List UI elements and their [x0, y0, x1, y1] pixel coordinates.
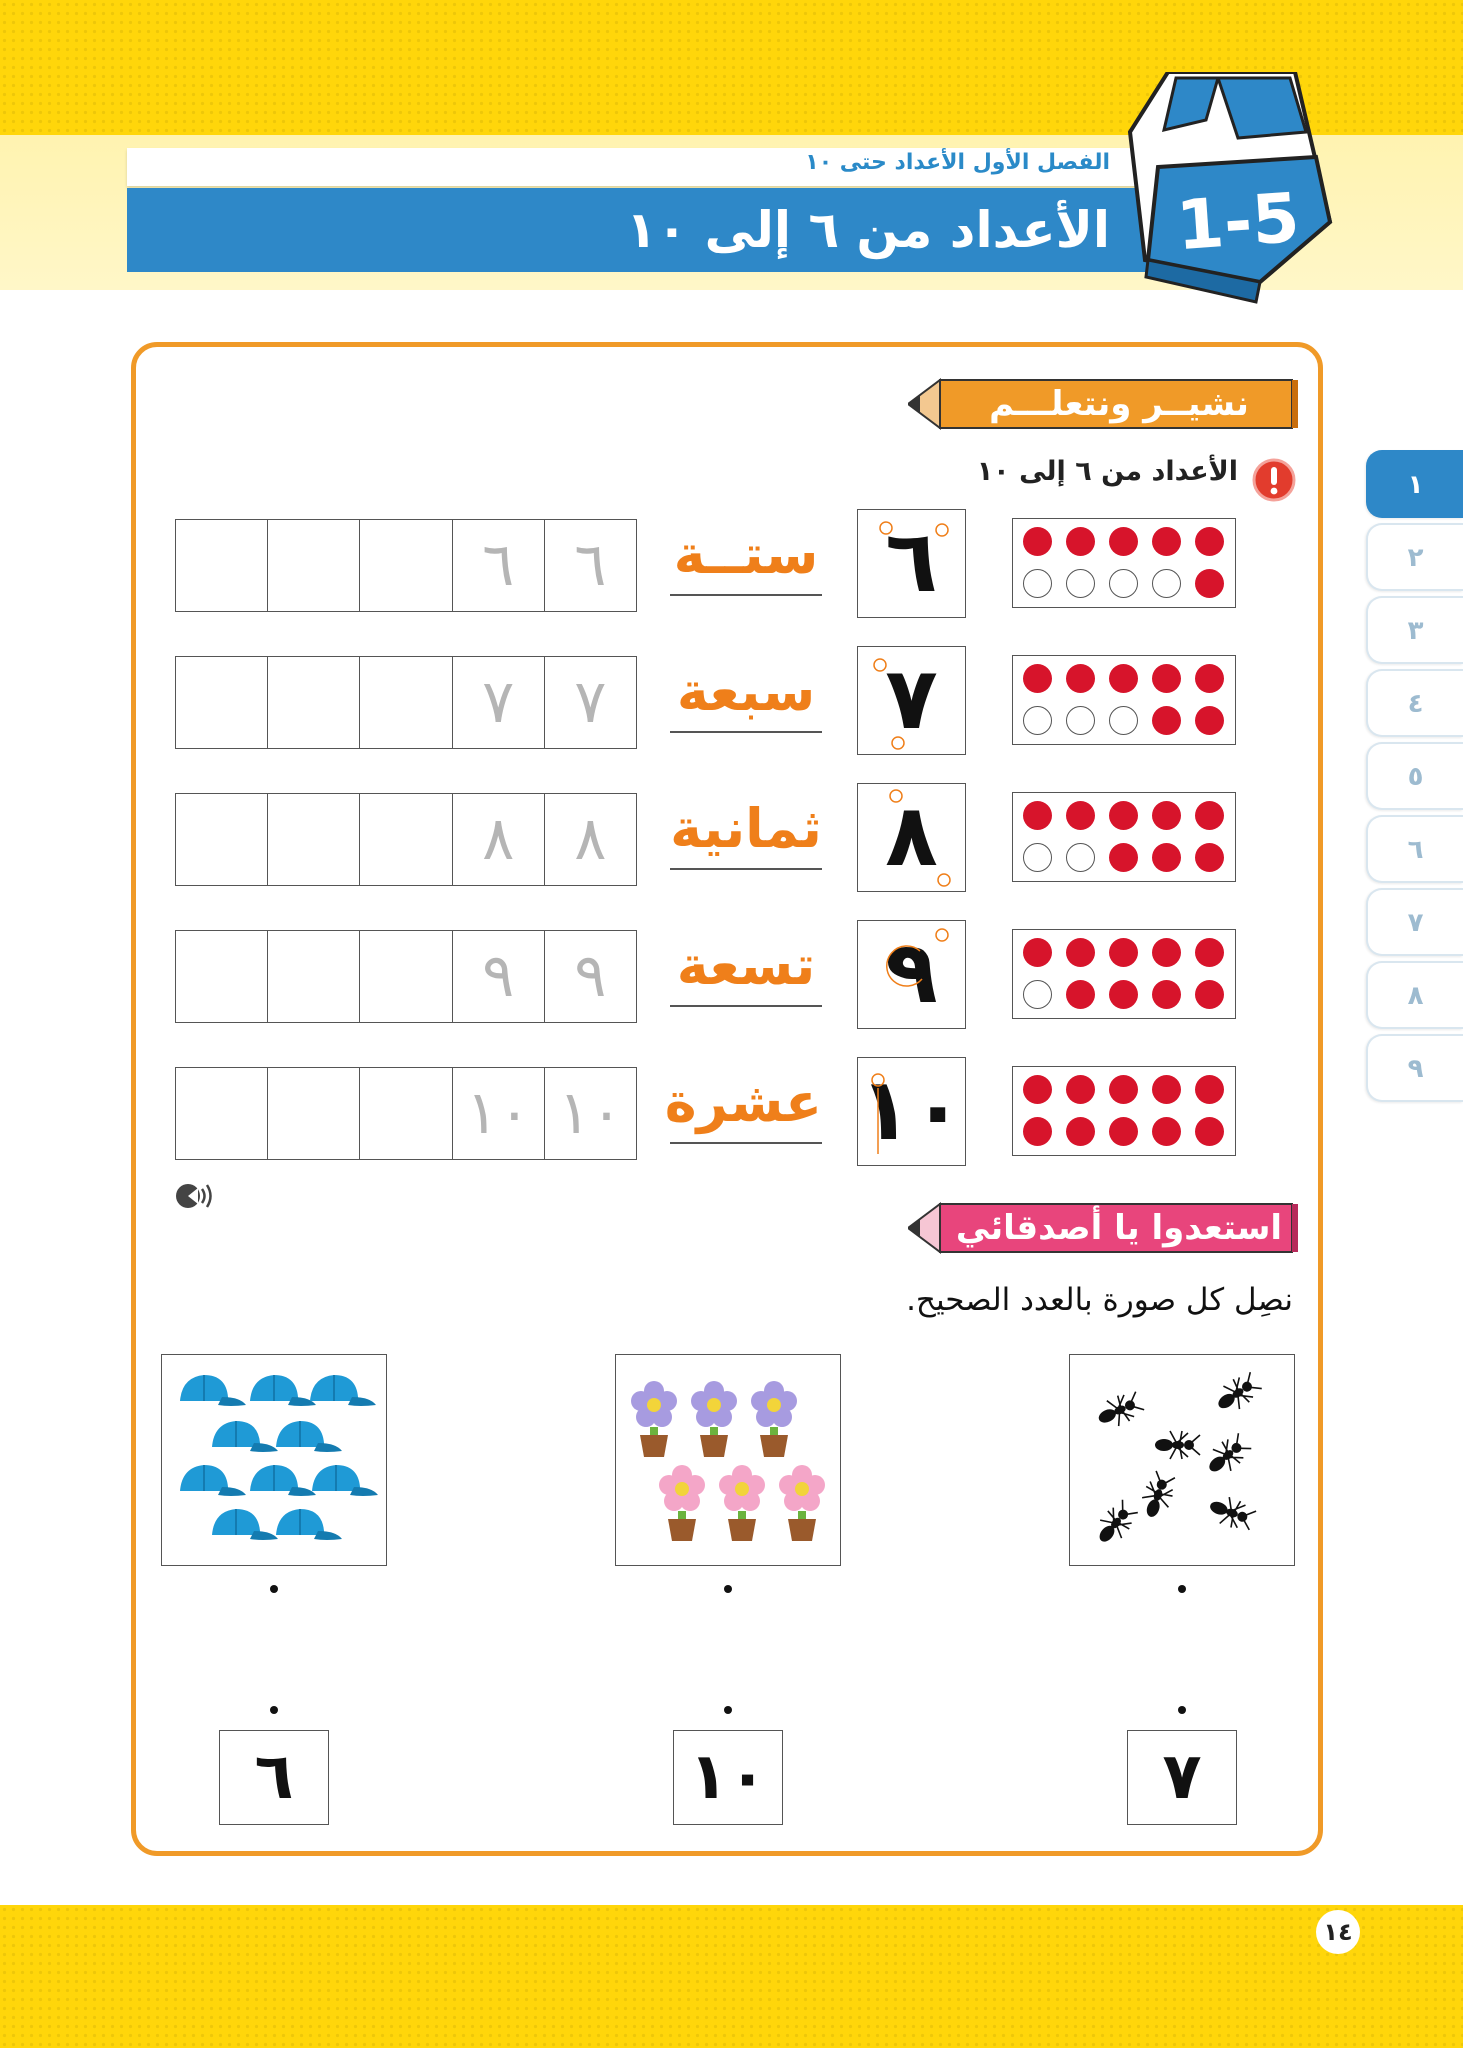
match-dot[interactable] [724, 1706, 732, 1714]
trace-arrows-icon [858, 921, 967, 1030]
trace-arrows-icon [858, 647, 967, 756]
chapter-line: الفصل الأول الأعداد حتى ١٠ [805, 150, 1110, 175]
practice-cell[interactable] [267, 931, 359, 1022]
filled-dot [1109, 801, 1138, 830]
filled-dot [1195, 569, 1224, 598]
practice-cell[interactable] [267, 657, 359, 748]
trace-numeral: ٧ [885, 649, 938, 749]
ten-frame [1012, 929, 1236, 1019]
empty-dot [1109, 706, 1138, 735]
filled-dot [1023, 1075, 1052, 1104]
side-tab-4[interactable]: ٤ [1366, 669, 1463, 737]
filled-dot [1066, 664, 1095, 693]
filled-dot [1195, 980, 1224, 1009]
trace-numeral: ٦ [885, 512, 938, 612]
filled-dot [1023, 664, 1052, 693]
number-row-8 [0, 786, 1463, 898]
filled-dot [1109, 664, 1138, 693]
number-word: ثمانية [670, 797, 822, 860]
filled-dot [1195, 1075, 1224, 1104]
ten-frame [1012, 518, 1236, 608]
side-tab-7[interactable]: ٧ [1366, 888, 1463, 956]
empty-dot [1109, 569, 1138, 598]
filled-dot [1066, 938, 1095, 967]
practice-cell[interactable] [359, 520, 451, 611]
practice-cell[interactable] [359, 657, 451, 748]
filled-dot [1195, 938, 1224, 967]
section1-ribbon-label: نشيــر ونتعلـــم [989, 384, 1249, 424]
filled-dot [1109, 843, 1138, 872]
filled-dot [1195, 843, 1224, 872]
filled-dot [1109, 938, 1138, 967]
filled-dot [1152, 664, 1181, 693]
trace-numeral-box [857, 509, 966, 618]
section2-ribbon [908, 1200, 1300, 1256]
number-row-6 [0, 512, 1463, 624]
word-underline [670, 1142, 822, 1144]
audio-speaker-icon[interactable] [174, 1180, 214, 1212]
flowers-picture[interactable] [615, 1354, 841, 1566]
ten-frame [1012, 792, 1236, 882]
empty-dot [1066, 569, 1095, 598]
section1-subtitle: الأعداد من ٦ إلى ١٠ [976, 456, 1238, 487]
section2-ribbon-label: استعدوا يا أصدقائي [955, 1208, 1283, 1248]
filled-dot [1066, 1075, 1095, 1104]
number-row-10 [0, 1060, 1463, 1172]
caps-picture[interactable] [161, 1354, 387, 1566]
page-number: ١٤ [1316, 1910, 1360, 1954]
ten-frame [1012, 655, 1236, 745]
word-underline [670, 868, 822, 870]
empty-dot [1152, 569, 1181, 598]
trace-numeral-box [857, 783, 966, 892]
match-dot[interactable] [1178, 1585, 1186, 1593]
side-tab-3[interactable]: ٣ [1366, 596, 1463, 664]
trace-numeral-box [857, 646, 966, 755]
filled-dot [1195, 664, 1224, 693]
number-word: عشرة [664, 1071, 822, 1134]
practice-cell[interactable]: ٦ [544, 520, 636, 611]
exclamation-icon [1252, 458, 1296, 502]
practice-cell[interactable] [267, 520, 359, 611]
trace-numeral-box [857, 920, 966, 1029]
filled-dot [1152, 980, 1181, 1009]
practice-cell[interactable]: ٨ [544, 794, 636, 885]
answer-number-box[interactable]: ٧ [1127, 1730, 1237, 1825]
filled-dot [1152, 938, 1181, 967]
filled-dot [1152, 527, 1181, 556]
word-underline [670, 731, 822, 733]
number-word: ستــة [673, 523, 819, 586]
trace-numeral-box [857, 1057, 966, 1166]
empty-dot [1023, 843, 1052, 872]
filled-dot [1195, 527, 1224, 556]
trace-numeral: ٩ [885, 923, 938, 1023]
practice-cell[interactable]: ٧ [544, 657, 636, 748]
filled-dot [1066, 980, 1095, 1009]
practice-cell[interactable] [176, 794, 267, 885]
number-word: تسعة [676, 934, 816, 997]
practice-cell[interactable]: ٩ [544, 931, 636, 1022]
instruction-text: نصِل كل صورة بالعدد الصحيح. [906, 1282, 1293, 1318]
number-row-9 [0, 923, 1463, 1035]
filled-dot [1152, 1117, 1181, 1146]
filled-dot [1066, 1117, 1095, 1146]
word-underline [670, 594, 822, 596]
match-dot[interactable] [270, 1706, 278, 1714]
practice-cell[interactable]: ٦ [452, 520, 544, 611]
number-row-7 [0, 649, 1463, 761]
ants-picture[interactable] [1069, 1354, 1295, 1566]
practice-cell[interactable]: ١٠ [452, 1068, 544, 1159]
word-underline [670, 1005, 822, 1007]
filled-dot [1109, 527, 1138, 556]
number-word: سبعة [676, 660, 816, 723]
match-dot[interactable] [724, 1585, 732, 1593]
filled-dot [1152, 801, 1181, 830]
filled-dot [1066, 527, 1095, 556]
filled-dot [1109, 980, 1138, 1009]
practice-cell[interactable] [176, 657, 267, 748]
lesson-title: الأعداد من ٦ إلى ١٠ [626, 201, 1110, 259]
filled-dot [1195, 706, 1224, 735]
filled-dot [1023, 801, 1052, 830]
trace-arrows-icon [858, 510, 967, 619]
ants-icon [1070, 1355, 1294, 1565]
practice-cell[interactable] [359, 1068, 451, 1159]
side-tab-9[interactable]: ٩ [1366, 1034, 1463, 1102]
lesson-number: 1-5 [1173, 178, 1302, 267]
empty-dot [1023, 569, 1052, 598]
empty-dot [1023, 980, 1052, 1009]
practice-cells [175, 930, 637, 1023]
filled-dot [1023, 938, 1052, 967]
match-dot[interactable] [1178, 1706, 1186, 1714]
practice-cell[interactable] [359, 794, 451, 885]
trace-arrows-icon [858, 784, 967, 893]
trace-arrows-icon [858, 1058, 967, 1167]
trace-numeral: ٨ [885, 786, 938, 886]
filled-dot [1023, 527, 1052, 556]
side-tab-5[interactable]: ٥ [1366, 742, 1463, 810]
filled-dot [1152, 706, 1181, 735]
filled-dot [1109, 1075, 1138, 1104]
practice-cells [175, 1067, 637, 1160]
filled-dot [1109, 1117, 1138, 1146]
practice-cell[interactable] [176, 520, 267, 611]
empty-dot [1023, 706, 1052, 735]
side-tab-8[interactable]: ٨ [1366, 961, 1463, 1029]
trace-numeral: ١٠ [859, 1060, 964, 1160]
practice-cells [175, 656, 637, 749]
practice-cells [175, 793, 637, 886]
flowers-icon [616, 1355, 840, 1565]
practice-cell[interactable] [267, 1068, 359, 1159]
practice-cell[interactable] [176, 931, 267, 1022]
filled-dot [1195, 1117, 1224, 1146]
filled-dot [1066, 801, 1095, 830]
answer-number-box[interactable]: ١٠ [673, 1730, 783, 1825]
bottom-yellow-band [0, 1905, 1463, 2048]
side-tab-1[interactable]: ١ [1366, 450, 1463, 518]
filled-dot [1152, 1075, 1181, 1104]
side-tab-6[interactable]: ٦ [1366, 815, 1463, 883]
practice-cell[interactable]: ٨ [452, 794, 544, 885]
section1-ribbon [908, 376, 1300, 432]
practice-cell[interactable]: ٩ [452, 931, 544, 1022]
empty-dot [1066, 843, 1095, 872]
practice-cell[interactable]: ٧ [452, 657, 544, 748]
practice-cells [175, 519, 637, 612]
match-dot[interactable] [270, 1585, 278, 1593]
practice-cell[interactable] [267, 794, 359, 885]
practice-cell[interactable] [359, 931, 451, 1022]
ten-frame [1012, 1066, 1236, 1156]
filled-dot [1023, 1117, 1052, 1146]
empty-dot [1066, 706, 1095, 735]
answer-number-box[interactable]: ٦ [219, 1730, 329, 1825]
caps-icon [162, 1355, 386, 1565]
filled-dot [1152, 843, 1181, 872]
filled-dot [1195, 801, 1224, 830]
side-tab-2[interactable]: ٢ [1366, 523, 1463, 591]
practice-cell[interactable]: ١٠ [544, 1068, 636, 1159]
practice-cell[interactable] [176, 1068, 267, 1159]
